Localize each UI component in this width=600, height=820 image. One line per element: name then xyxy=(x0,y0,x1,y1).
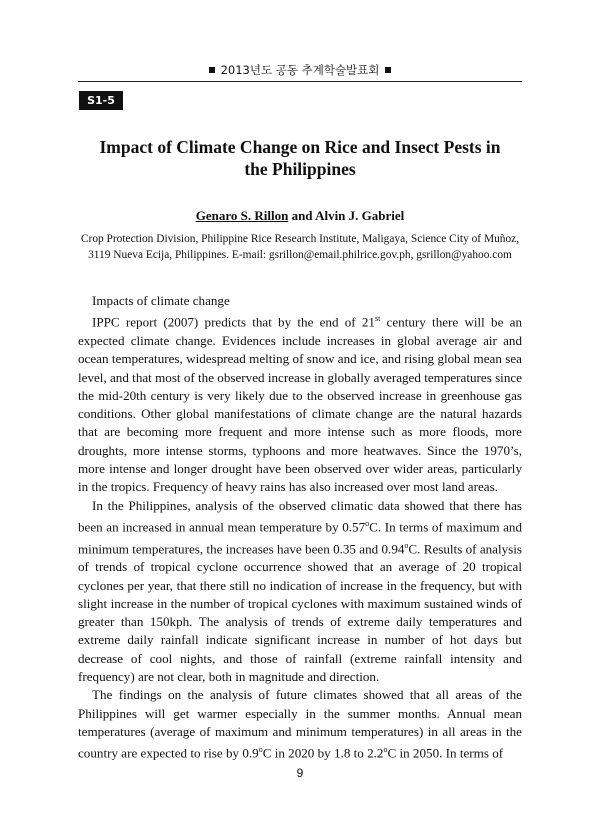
author-1: Genaro S. Rillon xyxy=(195,208,289,223)
text-run: C in 2050. In terms of xyxy=(387,745,504,761)
text-run: C in 2020 by 1.8 to 2.2 xyxy=(262,745,384,761)
degree-superscript: o xyxy=(383,745,388,755)
body-paragraph-2 xyxy=(78,497,522,687)
running-head-text: 2013년도 공동 추계학술발표회 xyxy=(220,63,380,77)
text-run: In the Philippines, analysis of the observed climatic data showed that there has been an increased in annual mean temperature by 0.57 xyxy=(78,497,522,535)
text-run: century there will be an expected climate change. Evidences include increases in global average air and ocean temperatures, widespread melting of snow and ice, and rising global mean sea level, and that most of the observed increase in globally averaged temperatures since the mid-20th century is very likely due to the observed increase in greenhouse gas conditions. Other global manifestations of climate change are the natural hazards that are becoming more frequent and more intense such as more floods, more droughts, more intense storms, typhoons and more heatwaves. Since the 1970’s, more intense and longer drought have been observed over wider areas, particularly in the tropics. Frequency of heavy rains has also increased over most land areas. xyxy=(78,314,522,495)
affiliation xyxy=(72,232,528,263)
running-head xyxy=(0,62,600,78)
author-separator: and xyxy=(288,208,316,223)
author-2: Alvin J. Gabriel xyxy=(315,208,405,223)
paper-title: Impact of Climate Change on Rice and Insect Pests in the Philippines xyxy=(99,137,501,179)
body-paragraph-1 xyxy=(78,310,522,496)
degree-superscript: o xyxy=(404,540,409,550)
body-paragraph-3 xyxy=(78,686,522,763)
superscript: st xyxy=(374,314,381,324)
section-heading: Impacts of climate change xyxy=(92,293,230,308)
text-run: C. In terms of maximum and minimum temperatures, the increases have been 0.35 and 0.94 xyxy=(78,519,522,556)
paper-body xyxy=(78,292,522,763)
affiliation-line-1: Crop Protection Division, Philippine Rice Research Institute, Maligaya, Science City of Muñoz, xyxy=(80,233,520,245)
author-line xyxy=(0,208,600,224)
header-rule xyxy=(78,81,522,82)
text-run: IPPC report (2007) predicts that by the end of 21 xyxy=(92,314,375,330)
degree-superscript: o xyxy=(365,518,370,528)
square-bullet-icon xyxy=(385,67,391,73)
page-number: 9 xyxy=(296,766,304,780)
text-run: C. Results of analysis of trends of tropical cyclone occurrence showed that an average of 20 tropical cyclones per year, that there still no indication of increase in the frequency, but with slight increase in the number of tropical cyclones with maximum sustained winds of greater than 150kph. The analysis of trends of extreme daily temperatures and extreme daily rainfall indicate significant increase in number of hot days but decrease of cool nights, and those of rainfall (extreme rainfall intensity and frequency) are not clear, both in magnitude and direction. xyxy=(78,540,522,685)
text-run: The findings on the analysis of future climates showed that all areas of the Philippines will get warmer especially in the summer months. Annual mean temperatures (average of maximum and minimum temperatures) in all areas in the country are expected to rise by 0.9 xyxy=(78,687,522,761)
section-tag: S1-5 xyxy=(79,91,123,110)
square-bullet-icon xyxy=(209,67,215,73)
degree-superscript: o xyxy=(258,745,263,755)
affiliation-line-2: 3119 Nueva Ecija, Philippines. E-mail: gsrillon@email.philrice.gov.ph, gsrillon@yahoo.com xyxy=(88,248,512,261)
